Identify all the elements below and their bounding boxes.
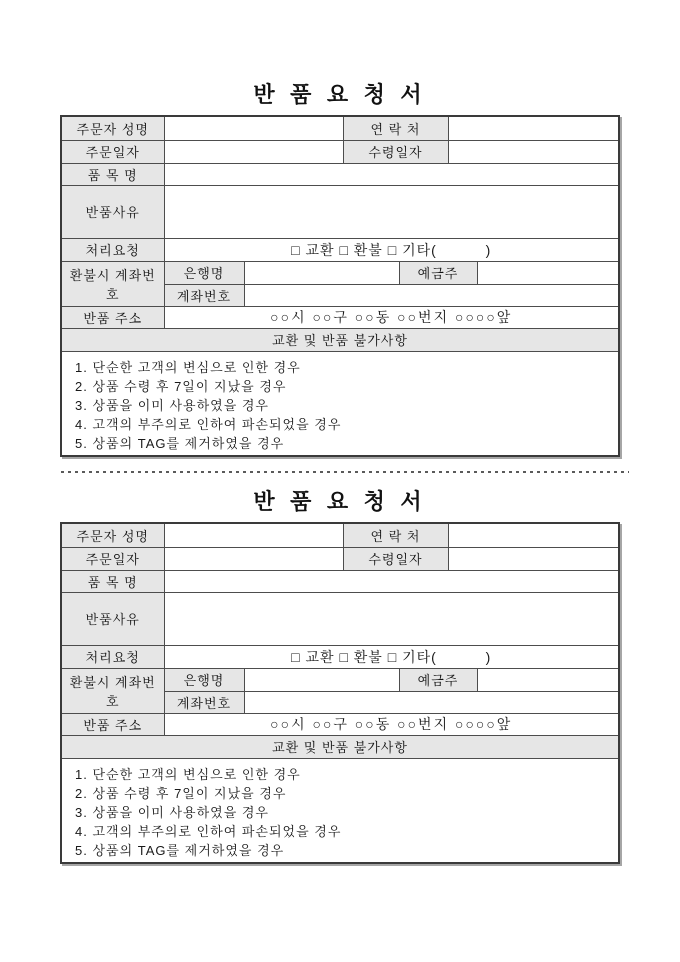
- notes-list: [61, 351, 619, 456]
- orderer-name-label: 주문자 성명: [61, 116, 164, 140]
- note-line-1: 1. 단순한 고객의 변심으로 인한 경우: [75, 359, 301, 375]
- order-date-label: 주문일자: [61, 547, 164, 570]
- row-orderer-contact: [61, 116, 619, 140]
- contact-field: [448, 523, 619, 547]
- note-line-4: 4. 고객의 부주의로 인하여 파손되었을 경우: [75, 823, 342, 839]
- receipt-date-label: 수령일자: [343, 547, 448, 570]
- contact-label: 연 락 처: [343, 116, 448, 140]
- processing-options-checkboxes: □ 교환 □ 환불 □ 기타( ): [164, 645, 619, 668]
- contact-field: [448, 116, 619, 140]
- bank-name-field: [244, 261, 399, 284]
- return-reason-field: [164, 185, 619, 238]
- notes-header: 교환 및 반품 불가사항: [61, 735, 619, 758]
- orderer-name-label: 주문자 성명: [61, 523, 164, 547]
- row-bank-info: [61, 668, 619, 691]
- form-title: 반 품 요 청 서: [253, 82, 427, 107]
- note-line-5: 5. 상품의 TAG를 제거하였을 경우: [75, 435, 285, 451]
- processing-request-label: 처리요청: [61, 238, 164, 261]
- notes-header: 교환 및 반품 불가사항: [61, 328, 619, 351]
- row-processing-request: [61, 238, 619, 261]
- processing-options-checkboxes: □ 교환 □ 환불 □ 기타( ): [164, 238, 619, 261]
- row-notes-header: [61, 328, 619, 351]
- row-orderer-contact: [61, 523, 619, 547]
- note-line-4: 4. 고객의 부주의로 인하여 파손되었을 경우: [75, 416, 342, 432]
- refund-account-label: 환불시 계좌번호: [61, 261, 164, 306]
- row-notes-list: [61, 351, 619, 456]
- account-number-label: 계좌번호: [164, 691, 244, 713]
- refund-account-label: 환불시 계좌번호: [61, 668, 164, 713]
- row-dates: [61, 140, 619, 163]
- account-holder-field: [477, 261, 619, 284]
- row-return-reason: [61, 592, 619, 645]
- account-holder-label: 예금주: [399, 668, 477, 691]
- bank-name-label: 은행명: [164, 261, 244, 284]
- row-item-name: [61, 570, 619, 592]
- receipt-date-field: [448, 140, 619, 163]
- row-return-address: [61, 713, 619, 735]
- account-number-field: [244, 284, 619, 306]
- item-name-field: [164, 570, 619, 592]
- row-return-reason: [61, 185, 619, 238]
- bank-name-label: 은행명: [164, 668, 244, 691]
- item-name-field: [164, 163, 619, 185]
- order-date-field: [164, 547, 343, 570]
- return-reason-label: 반품사유: [61, 185, 164, 238]
- form-title: 반 품 요 청 서: [253, 489, 427, 514]
- return-request-form-copy-2: [0, 489, 680, 864]
- row-notes-list: [61, 758, 619, 863]
- return-form-table: [60, 522, 620, 864]
- orderer-name-field: [164, 116, 343, 140]
- bank-name-field: [244, 668, 399, 691]
- row-return-address: [61, 306, 619, 328]
- return-reason-field: [164, 592, 619, 645]
- note-line-5: 5. 상품의 TAG를 제거하였을 경우: [75, 842, 285, 858]
- orderer-name-field: [164, 523, 343, 547]
- cut-line-separator: [61, 471, 629, 473]
- receipt-date-field: [448, 547, 619, 570]
- note-line-3: 3. 상품을 이미 사용하였을 경우: [75, 804, 269, 820]
- return-form-table: [60, 115, 620, 457]
- return-request-form-copy-1: [0, 82, 680, 457]
- processing-request-label: 처리요청: [61, 645, 164, 668]
- account-holder-field: [477, 668, 619, 691]
- row-item-name: [61, 163, 619, 185]
- return-address-label: 반품 주소: [61, 306, 164, 328]
- return-address-value: ○○시 ○○구 ○○동 ○○번지 ○○○○앞: [164, 713, 619, 735]
- order-date-field: [164, 140, 343, 163]
- order-date-label: 주문일자: [61, 140, 164, 163]
- item-name-label: 품 목 명: [61, 570, 164, 592]
- account-number-field: [244, 691, 619, 713]
- return-address-value: ○○시 ○○구 ○○동 ○○번지 ○○○○앞: [164, 306, 619, 328]
- notes-list: [61, 758, 619, 863]
- note-line-2: 2. 상품 수령 후 7일이 지났을 경우: [75, 378, 287, 394]
- row-bank-info: [61, 261, 619, 284]
- account-number-label: 계좌번호: [164, 284, 244, 306]
- account-holder-label: 예금주: [399, 261, 477, 284]
- item-name-label: 품 목 명: [61, 163, 164, 185]
- return-address-label: 반품 주소: [61, 713, 164, 735]
- row-processing-request: [61, 645, 619, 668]
- row-notes-header: [61, 735, 619, 758]
- row-dates: [61, 547, 619, 570]
- receipt-date-label: 수령일자: [343, 140, 448, 163]
- note-line-3: 3. 상품을 이미 사용하였을 경우: [75, 397, 269, 413]
- contact-label: 연 락 처: [343, 523, 448, 547]
- return-reason-label: 반품사유: [61, 592, 164, 645]
- note-line-2: 2. 상품 수령 후 7일이 지났을 경우: [75, 785, 287, 801]
- note-line-1: 1. 단순한 고객의 변심으로 인한 경우: [75, 766, 301, 782]
